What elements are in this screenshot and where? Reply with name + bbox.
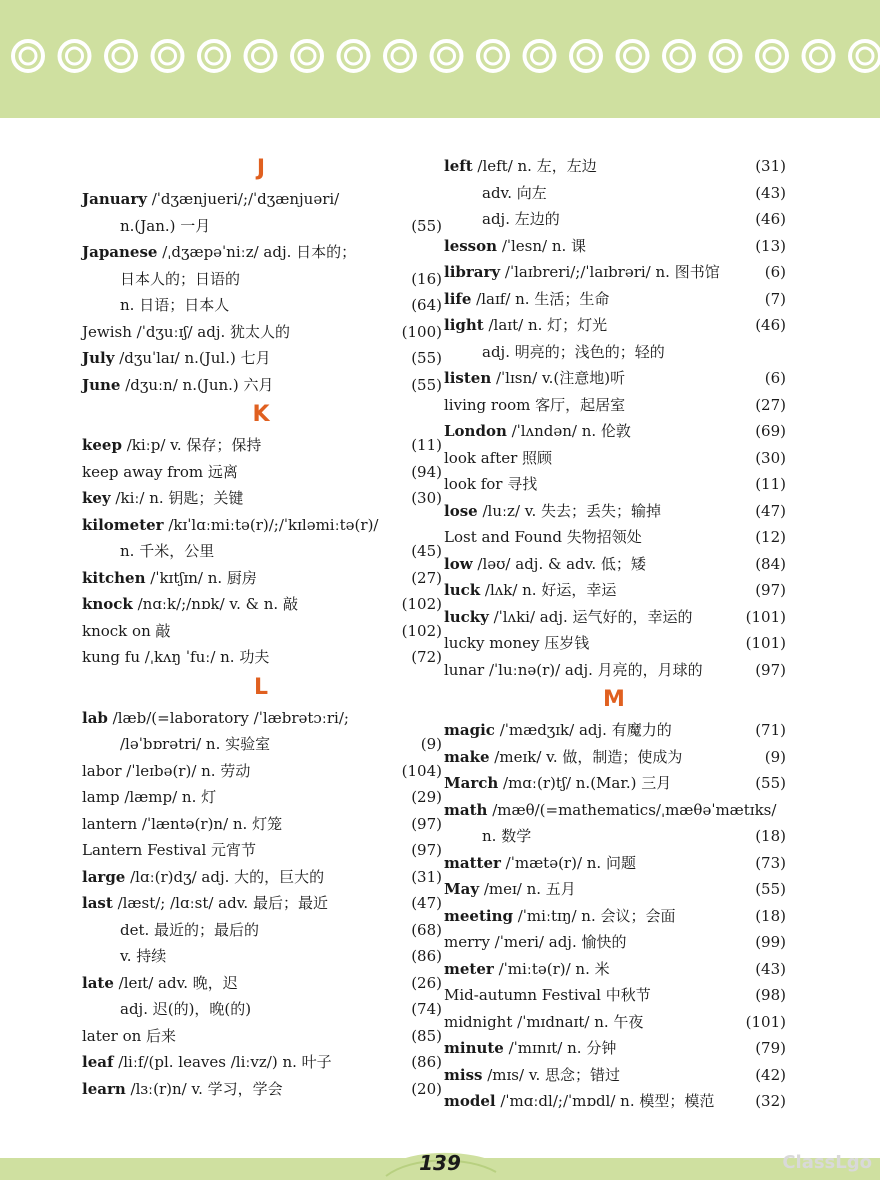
entry-text: adj. 明亮的；浅色的；轻的	[482, 342, 665, 361]
page-ref: (97)	[755, 581, 786, 599]
entry-text: adj. 迟(的)，晚(的)	[120, 1000, 252, 1018]
headword: kitchen	[82, 568, 146, 587]
page-ref: (102)	[401, 595, 442, 613]
glossary-entry	[444, 850, 786, 877]
page-ref: (97)	[411, 841, 442, 859]
glossary-entry	[82, 591, 442, 618]
headword: large	[82, 867, 126, 886]
headword: London	[444, 422, 507, 440]
page-ref: (12)	[755, 528, 786, 546]
section-letter: L	[253, 674, 269, 700]
glossary-entry	[82, 890, 442, 917]
section-letter: M	[603, 687, 625, 712]
glossary-entry	[82, 1076, 442, 1103]
entry-text: /lɑː(r)dʒ/ adj. 大的，巨大的	[125, 867, 325, 886]
glossary-entry	[444, 418, 786, 445]
headword: model	[444, 1092, 496, 1110]
glossary-entry	[82, 485, 442, 512]
entry-text: lucky money 压岁钱	[444, 634, 590, 652]
headword: listen	[444, 369, 492, 387]
ring-icon	[153, 41, 183, 71]
page-ref: (46)	[755, 316, 786, 334]
entry-text: living room 客厅，起居室	[444, 395, 626, 414]
entry-text: /nɑːk/;/nɒk/ v. & n. 敲	[132, 595, 298, 613]
glossary-entry	[444, 153, 786, 180]
entry-text: /ˈmætə(r)/ n. 问题	[500, 853, 636, 872]
page-ref: (18)	[755, 827, 786, 845]
glossary-entry	[444, 524, 786, 551]
glossary-entry	[444, 498, 786, 525]
entry-text: /lʌk/ n. 好运，幸运	[480, 581, 617, 599]
entry-text: n. 千米，公里	[120, 542, 215, 560]
entry-text: /dʒuˈlaɪ/ n.(Jul.) 七月	[114, 349, 271, 367]
page-ref: (45)	[411, 542, 442, 560]
page-ref: (55)	[411, 349, 442, 367]
headword: lab	[82, 708, 108, 727]
entry-text: /lɜː(r)n/ v. 学习，学会	[125, 1079, 283, 1098]
entry-text: lantern /ˈlæntə(r)n/ n. 灯笼	[82, 814, 283, 833]
glossary-entry	[444, 365, 786, 392]
entry-text: v. 持续	[120, 947, 167, 965]
entry-text: /laɪf/ n. 生活；生命	[471, 289, 610, 308]
entry-text: midnight /ˈmɪdnaɪt/ n. 午夜	[444, 1012, 644, 1031]
headword: kilometer	[82, 515, 164, 534]
entry-text: /mæθ/(=mathematics/ˌmæθəˈmætɪks/	[487, 800, 777, 819]
glossary-entry	[444, 929, 786, 956]
glossary-entry	[82, 432, 442, 459]
page-ref: (102)	[401, 621, 442, 640]
page-ref: (101)	[745, 634, 786, 652]
entry-text: /ˈlʌndən/ n. 伦敦	[506, 422, 631, 440]
entry-text: /dʒuːn/ n.(Jun.) 六月	[120, 375, 274, 394]
glossary-entry	[444, 717, 786, 744]
ring-icon	[292, 41, 322, 71]
headword: learn	[82, 1079, 126, 1098]
glossary-continuation	[82, 996, 442, 1023]
glossary-entry	[82, 459, 442, 486]
entry-text: /kɪˈlɑːmiːtə(r)/;/ˈkɪləmiːtə(r)/	[163, 515, 379, 534]
entry-text: look after 照顾	[444, 448, 553, 467]
entry-text: /ˈlesn/ n. 课	[497, 236, 587, 255]
entry-text: adv. 向左	[482, 183, 547, 202]
headword: lose	[444, 501, 478, 520]
entry-text: /laɪt/ n. 灯；灯光	[483, 316, 608, 334]
glossary-entry	[82, 345, 442, 372]
page-ref: (27)	[755, 395, 786, 414]
page-ref: (47)	[755, 501, 786, 520]
entry-text: Lost and Found 失物招领处	[444, 528, 642, 546]
glossary-entry	[82, 644, 442, 671]
glossary-entry	[444, 797, 786, 824]
headword: June	[82, 375, 121, 394]
watermark: ClassLgo	[782, 1152, 872, 1173]
glossary-entry	[82, 1023, 442, 1050]
page-ref: (84)	[755, 554, 786, 573]
glossary-continuation	[82, 731, 442, 758]
entry-text: /liːf/(pl. leaves /liːvz/) n. 叶子	[113, 1053, 332, 1071]
page-ref: (86)	[411, 947, 442, 965]
glossary-continuation	[444, 180, 786, 207]
glossary-entry	[444, 604, 786, 631]
page-ref: (73)	[755, 853, 786, 872]
page-ref: (55)	[411, 375, 442, 394]
headword: lesson	[444, 236, 498, 255]
headword: January	[82, 190, 147, 208]
glossary-entry	[82, 864, 442, 891]
page-ref: (29)	[411, 788, 442, 806]
ring-icon	[478, 41, 508, 71]
page-ref: (30)	[755, 448, 786, 467]
page-ref: (99)	[755, 933, 786, 951]
glossary-entry	[444, 471, 786, 498]
headword: late	[82, 973, 114, 992]
page-ref: (31)	[411, 867, 442, 886]
glossary-entry	[444, 259, 786, 286]
headword: light	[444, 316, 484, 334]
page-ref: (98)	[755, 986, 786, 1004]
page-ref: (97)	[755, 660, 786, 679]
headword: March	[444, 774, 499, 792]
page-ref: (55)	[755, 774, 786, 792]
glossary-entry	[444, 876, 786, 903]
page-ref: (46)	[755, 210, 786, 228]
entry-text: det. 最近的；最后的	[120, 920, 260, 939]
entry-text: /ˈlɪsn/ v.(注意地)听	[491, 369, 626, 387]
ring-icon	[60, 41, 90, 71]
ring-icon	[525, 41, 555, 71]
page-ref: (100)	[401, 322, 442, 341]
entry-text: merry /ˈmeri/ adj. 愉快的	[444, 933, 627, 951]
entry-text: /luːz/ v. 失去；丢失；输掉	[477, 501, 661, 520]
headword: key	[82, 489, 111, 507]
entry-text: /kiː/ n. 钥匙；关键	[110, 489, 244, 507]
glossary-entry	[444, 312, 786, 339]
ring-icon	[432, 41, 462, 71]
entry-text: Mid-autumn Festival 中秋节	[444, 986, 651, 1004]
glossary-entry	[82, 618, 442, 645]
glossary-entry	[82, 239, 442, 266]
entry-text: /ləˈbɒrətri/ n. 实验室	[120, 735, 271, 753]
ring-icon	[618, 41, 648, 71]
glossary-entry	[82, 565, 442, 592]
page-ref: (71)	[755, 721, 786, 739]
headword: matter	[444, 853, 501, 872]
headword: May	[444, 880, 480, 898]
headword: leaf	[82, 1053, 114, 1071]
glossary-entry	[82, 837, 442, 864]
header-band	[0, 0, 880, 118]
ring-icon	[385, 41, 415, 71]
glossary-continuation	[82, 213, 442, 240]
page-ref: (9)	[764, 747, 786, 766]
page-ref: (72)	[411, 648, 442, 666]
glossary-continuation	[82, 538, 442, 565]
ring-icon	[571, 41, 601, 71]
ring-icon	[850, 41, 880, 71]
page-ref: (43)	[755, 959, 786, 978]
entry-text: /meɪ/ n. 五月	[479, 880, 576, 898]
page-ref: (101)	[745, 1012, 786, 1031]
entry-text: Lantern Festival 元宵节	[82, 841, 257, 859]
glossary-entry	[444, 744, 786, 771]
entry-text: /læb/(=laboratory /ˈlæbrətɔːri/;	[107, 708, 349, 727]
entry-text: adj. 左边的	[482, 210, 560, 228]
glossary-entry	[444, 392, 786, 419]
glossary-entry	[444, 956, 786, 983]
page-ref: (47)	[411, 894, 442, 912]
glossary-entry	[444, 1009, 786, 1036]
headword: keep	[82, 436, 122, 454]
glossary-entry	[444, 982, 786, 1009]
page-ref: (85)	[411, 1026, 442, 1045]
headword: Japanese	[82, 243, 158, 261]
entry-text: /mɑː(r)tʃ/ n.(Mar.) 三月	[498, 774, 672, 792]
entry-text: /ˈmɑːdl/;/ˈmɒdl/ n. 模型；模范	[495, 1092, 715, 1110]
page-ref: (69)	[755, 422, 786, 440]
section-letter: J	[256, 156, 266, 181]
glossary-entry	[82, 186, 442, 213]
page-ref: (11)	[755, 475, 786, 493]
glossary-entry	[444, 233, 786, 260]
page-ref: (104)	[401, 761, 442, 780]
entry-text: /leɪt/ adv. 晚，迟	[113, 973, 238, 992]
glossary-entry	[82, 784, 442, 811]
ring-icon	[246, 41, 276, 71]
glossary-continuation	[444, 339, 786, 366]
glossary-entry	[444, 903, 786, 930]
entry-text: Jewish /ˈdʒuːɪʃ/ adj. 犹太人的	[82, 322, 291, 341]
ring-icon	[199, 41, 229, 71]
glossary-entry	[444, 1035, 786, 1062]
entry-text: lunar /ˈluːnə(r)/ adj. 月亮的，月球的	[444, 660, 703, 679]
headword: life	[444, 289, 472, 308]
ring-icon	[664, 41, 694, 71]
glossary-entry	[444, 657, 786, 684]
entry-text: n. 数学	[482, 827, 532, 845]
right-glossary-column	[444, 153, 786, 1115]
ring-icon	[757, 41, 787, 71]
page-ref: (18)	[755, 906, 786, 925]
glossary-continuation	[82, 292, 442, 319]
glossary-entry	[82, 1049, 442, 1076]
page-ref: (32)	[755, 1092, 786, 1110]
page-ref: (26)	[411, 973, 442, 992]
entry-text: 日本人的；日语的	[120, 269, 241, 288]
entry-text: later on 后来	[82, 1026, 177, 1045]
glossary-continuation	[82, 266, 442, 293]
glossary-continuation	[82, 917, 442, 944]
glossary-entry	[82, 705, 442, 732]
headword: magic	[444, 721, 495, 739]
page-ref: (43)	[755, 183, 786, 202]
page-ref: (11)	[411, 436, 442, 454]
page-ref: (64)	[411, 296, 442, 314]
page-ref: (27)	[411, 568, 442, 587]
headword: luck	[444, 581, 481, 599]
glossary-entry	[82, 512, 442, 539]
ring-icon	[339, 41, 369, 71]
headword: meeting	[444, 906, 513, 925]
entry-text: lamp /læmp/ n. 灯	[82, 788, 217, 806]
glossary-entry	[444, 1062, 786, 1089]
entry-text: /ˈlʌki/ adj. 运气好的，幸运的	[488, 607, 693, 626]
headword: meter	[444, 959, 494, 978]
headword: July	[82, 349, 115, 367]
entry-text: labor /ˈleɪbə(r)/ n. 劳动	[82, 761, 251, 780]
headword: lucky	[444, 607, 489, 626]
glossary-entry	[444, 630, 786, 657]
headword: minute	[444, 1039, 504, 1057]
entry-text: keep away from 远离	[82, 462, 238, 481]
entry-text: n.(Jan.) 一月	[120, 216, 211, 235]
page-ref: (30)	[411, 489, 442, 507]
headword: math	[444, 800, 488, 819]
glossary-entry	[82, 758, 442, 785]
entry-text: /ˈmiːtɪŋ/ n. 会议；会面	[512, 906, 676, 925]
page-ref: (6)	[764, 369, 786, 387]
entry-text: /kiːp/ v. 保存；保持	[121, 436, 262, 454]
glossary-entry	[82, 811, 442, 838]
headword: left	[444, 157, 473, 175]
ring-icon	[106, 41, 136, 71]
entry-text: /ləʊ/ adj. & adv. 低；矮	[472, 554, 646, 573]
glossary-entry	[82, 970, 442, 997]
entry-text: /ˈdʒænjueri/;/ˈdʒænjuəri/	[146, 190, 340, 208]
entry-text: /ˈmædʒɪk/ adj. 有魔力的	[494, 721, 672, 739]
headword: knock	[82, 595, 133, 613]
page-ref: (6)	[764, 263, 786, 281]
glossary-continuation	[444, 823, 786, 850]
entry-text: /ˈmiːtə(r)/ n. 米	[493, 959, 610, 978]
entry-text: /ˈmɪnɪt/ n. 分钟	[503, 1039, 617, 1057]
page-ref: (20)	[411, 1079, 442, 1098]
glossary-entry	[444, 445, 786, 472]
entry-text: n. 日语；日本人	[120, 296, 230, 314]
glossary-entry	[444, 551, 786, 578]
entry-text: /meɪk/ v. 做，制造；使成为	[489, 747, 683, 766]
glossary-entry	[444, 770, 786, 797]
glossary-entry	[82, 372, 442, 399]
page-ref: (74)	[411, 1000, 442, 1018]
page-ref: (68)	[411, 920, 442, 939]
page-ref: (16)	[411, 269, 442, 288]
headword: low	[444, 554, 473, 573]
glossary-continuation	[444, 206, 786, 233]
entry-text: /mɪs/ v. 思念；错过	[482, 1065, 621, 1084]
page-number: 139	[419, 1151, 461, 1175]
glossary-entry	[82, 319, 442, 346]
page-ref: (55)	[411, 216, 442, 235]
page-ref: (97)	[411, 814, 442, 833]
entry-text: /left/ n. 左，左边	[472, 157, 597, 175]
entry-text: look for 寻找	[444, 475, 538, 493]
left-glossary-column	[82, 152, 442, 1102]
glossary-entry	[444, 577, 786, 604]
glossary-continuation	[82, 943, 442, 970]
headword: last	[82, 894, 113, 912]
ring-icon	[13, 41, 43, 71]
page-ref: (101)	[745, 607, 786, 626]
ring-icon	[711, 41, 741, 71]
page-ref: (94)	[411, 462, 442, 481]
page-ref: (9)	[420, 735, 442, 753]
entry-text: /ˈlaɪbreri/;/ˈlaɪbrəri/ n. 图书馆	[500, 263, 720, 281]
entry-text: /læst/; /lɑːst/ adv. 最后；最近	[112, 894, 328, 912]
page-ref: (42)	[755, 1065, 786, 1084]
page-ref: (55)	[755, 880, 786, 898]
page-ref: (86)	[411, 1053, 442, 1071]
ring-binding-decoration	[0, 36, 880, 80]
page-ref: (79)	[755, 1039, 786, 1057]
page-ref: (13)	[755, 236, 786, 255]
headword: miss	[444, 1065, 483, 1084]
headword: library	[444, 263, 501, 281]
ring-icon	[804, 41, 834, 71]
headword: make	[444, 747, 490, 766]
page-ref: (7)	[764, 289, 786, 308]
entry-text: /ˌdʒæpəˈniːz/ adj. 日本的；	[157, 243, 357, 261]
glossary-entry	[444, 1088, 786, 1115]
section-letter: K	[252, 402, 270, 427]
glossary-entry	[444, 286, 786, 313]
page-ref: (31)	[755, 157, 786, 175]
entry-text: knock on 敲	[82, 621, 171, 640]
entry-text: /ˈkɪtʃɪn/ n. 厨房	[145, 568, 257, 587]
entry-text: kung fu /ˌkʌŋ ˈfuː/ n. 功夫	[82, 648, 270, 666]
